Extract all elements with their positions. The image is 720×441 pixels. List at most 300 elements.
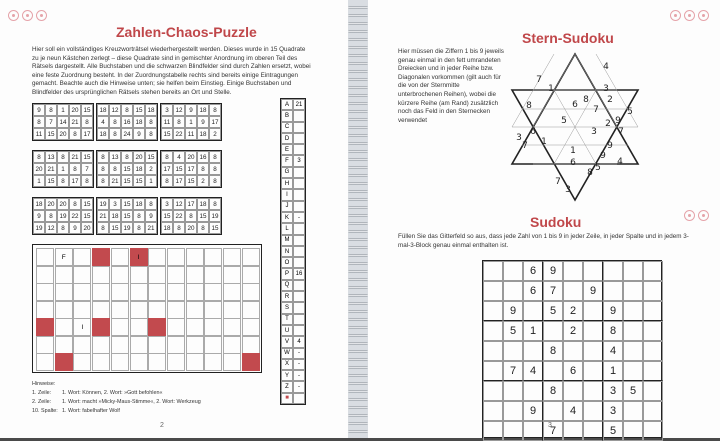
sudoku-cell[interactable] [643, 281, 663, 301]
binding-ring [348, 430, 368, 433]
sudoku-cell[interactable]: 6 [523, 261, 543, 281]
puzzle-cell[interactable] [73, 336, 91, 354]
table-letter: A [281, 99, 293, 110]
sudoku-cell[interactable] [583, 321, 603, 341]
puzzle-cell[interactable] [186, 301, 204, 319]
table-letter: C [281, 122, 293, 133]
flower-icon [22, 10, 33, 21]
puzzle-cell[interactable] [73, 301, 91, 319]
puzzle-cell[interactable] [167, 248, 185, 266]
puzzle-cell[interactable] [186, 336, 204, 354]
puzzle-cell[interactable] [73, 353, 91, 371]
sudoku-cell[interactable] [563, 381, 583, 401]
sudoku-cell[interactable]: 6 [563, 361, 583, 381]
sudoku-cell[interactable]: 5 [623, 381, 643, 401]
sudoku-cell[interactable]: 8 [543, 381, 563, 401]
puzzle-cell[interactable] [92, 266, 110, 284]
sudoku-cell[interactable] [643, 301, 663, 321]
puzzle-cell[interactable] [55, 266, 73, 284]
table-value[interactable] [293, 178, 305, 189]
sudoku-cell[interactable]: 9 [583, 281, 603, 301]
sudoku-cell[interactable] [543, 401, 563, 421]
table-value[interactable]: 4 [293, 336, 305, 347]
number-cell: 16 [197, 151, 209, 163]
number-block [96, 197, 158, 235]
sudoku-cell[interactable] [483, 401, 503, 421]
puzzle-cell[interactable] [204, 283, 222, 301]
page-title: Zahlen-Chaos-Puzzle [116, 24, 257, 40]
number-cell: 1 [57, 163, 69, 175]
puzzle-cell[interactable] [167, 301, 185, 319]
sudoku-cell[interactable] [503, 281, 523, 301]
sudoku-cell[interactable] [623, 261, 643, 281]
binding-ring [348, 398, 368, 401]
puzzle-cell[interactable] [55, 353, 73, 371]
number-cell: 8 [97, 222, 109, 234]
table-value[interactable] [293, 122, 305, 133]
sudoku-cell[interactable]: 7 [543, 421, 563, 441]
puzzle-cell[interactable] [167, 353, 185, 371]
table-value[interactable]: - [293, 370, 305, 381]
puzzle-cell[interactable] [242, 266, 260, 284]
hint-text: 1. Wort: Können, 2. Wort: »Gott befohlen« [62, 390, 163, 396]
sudoku-cell[interactable] [583, 341, 603, 361]
number-cell: 15 [81, 198, 93, 210]
number-cell: 9 [33, 104, 45, 116]
page-number: 3 [548, 422, 552, 429]
number-cell: 24 [121, 128, 133, 140]
number-cell: 21 [69, 151, 81, 163]
puzzle-cell[interactable] [242, 283, 260, 301]
table-value[interactable] [293, 133, 305, 144]
number-cell: 1 [185, 116, 197, 128]
sudoku-cell[interactable] [643, 421, 663, 441]
sudoku-cell[interactable]: 5 [543, 301, 563, 321]
star-sudoku-title: Stern-Sudoku [522, 30, 614, 46]
binding-ring [348, 326, 368, 329]
binding-ring [348, 318, 368, 321]
sudoku-cell[interactable]: 2 [563, 301, 583, 321]
sudoku-cell[interactable] [563, 261, 583, 281]
table-letter: D [281, 133, 293, 144]
number-cell: 15 [81, 151, 93, 163]
puzzle-cell[interactable] [92, 353, 110, 371]
sudoku-cell[interactable] [583, 421, 603, 441]
sudoku-cell[interactable] [483, 261, 503, 281]
puzzle-cell[interactable] [111, 336, 129, 354]
number-cell: 12 [109, 104, 121, 116]
number-cell: 21 [45, 163, 57, 175]
sudoku-cell[interactable] [623, 401, 643, 421]
sudoku-cell[interactable]: 3 [603, 381, 623, 401]
sudoku-cell[interactable]: 1 [523, 321, 543, 341]
star-number: 3 [591, 127, 597, 137]
puzzle-cell[interactable] [242, 353, 260, 371]
sudoku-cell[interactable] [603, 281, 623, 301]
puzzle-cell[interactable] [92, 283, 110, 301]
number-block [32, 150, 94, 188]
number-cell: 21 [69, 116, 81, 128]
sudoku-cell[interactable] [643, 321, 663, 341]
sudoku-cell[interactable] [623, 421, 643, 441]
sudoku-cell[interactable]: 1 [603, 361, 623, 381]
puzzle-cell[interactable] [36, 266, 54, 284]
binding-ring [348, 158, 368, 161]
puzzle-cell[interactable] [111, 353, 129, 371]
number-block [96, 150, 158, 188]
puzzle-cell[interactable] [111, 301, 129, 319]
binding-ring [348, 374, 368, 377]
number-cell: 9 [69, 222, 81, 234]
table-letter: U [281, 325, 293, 336]
sudoku-cell[interactable] [583, 261, 603, 281]
puzzle-cell[interactable] [204, 318, 222, 336]
table-value[interactable] [293, 314, 305, 325]
sudoku-cell[interactable]: 5 [603, 421, 623, 441]
star-number: 1 [548, 84, 554, 94]
flower-icon [684, 210, 695, 221]
puzzle-cell[interactable] [36, 353, 54, 371]
sudoku-cell[interactable]: 9 [543, 261, 563, 281]
puzzle-cell[interactable] [130, 301, 148, 319]
sudoku-cell[interactable]: 8 [543, 341, 563, 361]
sudoku-cell[interactable] [563, 341, 583, 361]
table-value[interactable] [293, 246, 305, 257]
binding-ring [348, 46, 368, 49]
table-value[interactable] [293, 189, 305, 200]
flower-icon [670, 10, 681, 21]
sudoku-cell[interactable]: 8 [603, 321, 623, 341]
binding-ring [348, 286, 368, 289]
table-letter: F [281, 155, 293, 166]
number-cell: 9 [33, 210, 45, 222]
sudoku-cell[interactable]: 4 [603, 341, 623, 361]
binding-ring [348, 118, 368, 121]
sudoku-cell[interactable]: 9 [603, 301, 623, 321]
number-cell: 9 [133, 128, 145, 140]
sudoku-cell[interactable] [623, 361, 643, 381]
number-cell: 17 [185, 163, 197, 175]
table-value[interactable] [293, 235, 305, 246]
table-value[interactable] [293, 393, 305, 404]
hint-label: 1. Zeile: [32, 390, 52, 396]
puzzle-cell[interactable] [204, 353, 222, 371]
number-cell: 15 [45, 175, 57, 187]
puzzle-cell[interactable] [204, 301, 222, 319]
sudoku-cell[interactable] [503, 421, 523, 441]
puzzle-cell[interactable] [242, 301, 260, 319]
sudoku-cell[interactable] [563, 421, 583, 441]
puzzle-cell[interactable]: I [130, 248, 148, 266]
puzzle-cell[interactable] [55, 336, 73, 354]
sudoku-cell[interactable] [623, 281, 643, 301]
puzzle-cell[interactable] [130, 266, 148, 284]
sudoku-cell[interactable]: 4 [523, 361, 543, 381]
number-cell: 19 [209, 210, 221, 222]
binding-ring [348, 62, 368, 65]
sudoku-cell[interactable] [483, 321, 503, 341]
number-cell: 8 [133, 222, 145, 234]
table-value[interactable] [293, 167, 305, 178]
puzzle-cell[interactable] [167, 283, 185, 301]
sudoku-cell[interactable] [483, 361, 503, 381]
number-block [32, 197, 94, 235]
number-cell: 15 [109, 222, 121, 234]
puzzle-cell[interactable] [186, 266, 204, 284]
number-cell: 8 [57, 175, 69, 187]
sudoku-cell[interactable] [503, 341, 523, 361]
puzzle-cell[interactable] [73, 266, 91, 284]
flower-icon [36, 10, 47, 21]
number-cell: 8 [173, 222, 185, 234]
number-cell: 21 [145, 222, 157, 234]
sudoku-cell[interactable]: 3 [603, 401, 623, 421]
star-number: 4 [617, 157, 623, 167]
sudoku-cell[interactable] [623, 301, 643, 321]
number-cell: 15 [133, 104, 145, 116]
puzzle-cell[interactable]: F [55, 248, 73, 266]
star-number: 2 [607, 95, 613, 105]
table-value[interactable] [293, 302, 305, 313]
sudoku-cell[interactable] [643, 341, 663, 361]
sudoku-cell[interactable] [523, 301, 543, 321]
sudoku-cell[interactable] [643, 381, 663, 401]
sudoku-cell[interactable] [583, 301, 603, 321]
binding-ring [348, 6, 368, 9]
number-cell: 11 [185, 128, 197, 140]
table-letter: Q [281, 280, 293, 291]
puzzle-cell[interactable] [167, 266, 185, 284]
number-cell: 18 [197, 104, 209, 116]
number-cell: 1 [33, 175, 45, 187]
flower-icon [8, 10, 19, 21]
star-number: 7 [522, 141, 528, 151]
puzzle-cell[interactable] [55, 318, 73, 336]
number-cell: 8 [97, 175, 109, 187]
sudoku-cell[interactable] [523, 381, 543, 401]
puzzle-cell[interactable] [242, 318, 260, 336]
binding-ring [348, 22, 368, 25]
number-cell: 8 [209, 163, 221, 175]
sudoku-cell[interactable] [643, 261, 663, 281]
sudoku-cell[interactable] [483, 301, 503, 321]
sudoku-cell[interactable]: 9 [523, 401, 543, 421]
number-cell: 8 [185, 210, 197, 222]
puzzle-cell[interactable] [130, 353, 148, 371]
puzzle-cell[interactable] [73, 248, 91, 266]
puzzle-cell[interactable] [111, 318, 129, 336]
puzzle-cell[interactable] [242, 336, 260, 354]
puzzle-cell[interactable] [111, 248, 129, 266]
sudoku-cell[interactable]: 4 [563, 401, 583, 421]
number-cell: 15 [121, 210, 133, 222]
puzzle-cell[interactable] [111, 283, 129, 301]
puzzle-cell[interactable] [36, 318, 54, 336]
puzzle-cell[interactable] [186, 283, 204, 301]
binding-ring [348, 230, 368, 233]
table-value[interactable]: 21 [293, 99, 305, 110]
puzzle-cell[interactable] [204, 336, 222, 354]
sudoku-cell[interactable] [563, 281, 583, 301]
table-value[interactable]: 16 [293, 268, 305, 279]
table-value[interactable] [293, 144, 305, 155]
number-cell: 20 [45, 198, 57, 210]
hint-label: 10. Spalte: [32, 408, 58, 415]
puzzle-cell[interactable] [167, 318, 185, 336]
binding-ring [348, 102, 368, 105]
sudoku-cell[interactable]: 7 [543, 281, 563, 301]
number-cell: 8 [97, 151, 109, 163]
binding-ring [348, 134, 368, 137]
number-cell: 8 [161, 151, 173, 163]
puzzle-cell[interactable] [186, 318, 204, 336]
number-cell: 18 [97, 104, 109, 116]
sudoku-cell[interactable] [583, 361, 603, 381]
table-value[interactable]: - [293, 212, 305, 223]
number-cell: 17 [209, 116, 221, 128]
puzzle-cell[interactable] [55, 301, 73, 319]
star-number: 7 [536, 75, 542, 85]
puzzle-cell[interactable] [223, 318, 241, 336]
puzzle-cell[interactable] [148, 283, 166, 301]
number-cell: 1 [57, 104, 69, 116]
puzzle-cell[interactable] [73, 283, 91, 301]
table-letter: R [281, 291, 293, 302]
number-cell: 2 [197, 175, 209, 187]
puzzle-cell[interactable] [36, 248, 54, 266]
sudoku-cell[interactable] [503, 401, 523, 421]
puzzle-cell[interactable] [148, 248, 166, 266]
sudoku-cell[interactable] [623, 341, 643, 361]
table-value[interactable] [293, 223, 305, 234]
number-cell: 18 [109, 210, 121, 222]
puzzle-cell[interactable] [55, 283, 73, 301]
puzzle-cell[interactable] [130, 318, 148, 336]
sudoku-cell[interactable] [603, 261, 623, 281]
number-cell: 17 [69, 175, 81, 187]
sudoku-cell[interactable] [523, 421, 543, 441]
puzzle-cell[interactable] [148, 266, 166, 284]
sudoku-cell[interactable] [543, 361, 563, 381]
binding-ring [348, 254, 368, 257]
binding-ring [348, 198, 368, 201]
sudoku-cell[interactable]: 2 [563, 321, 583, 341]
sudoku-cell[interactable]: 7 [503, 361, 523, 381]
puzzle-cell[interactable] [148, 318, 166, 336]
table-value[interactable]: - [293, 348, 305, 359]
number-cell: 22 [173, 128, 185, 140]
puzzle-cell[interactable] [148, 336, 166, 354]
table-letter: H [281, 178, 293, 189]
table-value[interactable] [293, 201, 305, 212]
sudoku-cell[interactable] [503, 261, 523, 281]
number-cell: 8 [197, 222, 209, 234]
table-value[interactable] [293, 110, 305, 121]
puzzle-cell[interactable] [92, 318, 110, 336]
number-cell: 8 [133, 210, 145, 222]
number-cell: 3 [161, 198, 173, 210]
puzzle-cell[interactable] [223, 353, 241, 371]
sudoku-cell[interactable] [483, 421, 503, 441]
sudoku-cell[interactable]: 5 [503, 321, 523, 341]
puzzle-cell[interactable] [36, 336, 54, 354]
sudoku-cell[interactable] [583, 381, 603, 401]
table-value[interactable]: 3 [293, 155, 305, 166]
sudoku-cell[interactable] [483, 281, 503, 301]
puzzle-cell[interactable] [223, 248, 241, 266]
number-cell: 8 [145, 116, 157, 128]
puzzle-cell[interactable] [92, 301, 110, 319]
star-number: 9 [615, 116, 621, 126]
flower-icon [684, 10, 695, 21]
puzzle-cell[interactable] [36, 283, 54, 301]
table-value[interactable] [293, 291, 305, 302]
flower-icon [698, 10, 709, 21]
sudoku-cell[interactable] [643, 361, 663, 381]
sudoku-cell[interactable]: 6 [523, 281, 543, 301]
number-cell: 8 [145, 198, 157, 210]
puzzle-cell[interactable]: I [73, 318, 91, 336]
number-cell: 15 [145, 151, 157, 163]
table-letter: B [281, 110, 293, 121]
puzzle-cell[interactable] [148, 353, 166, 371]
puzzle-cell[interactable] [186, 248, 204, 266]
puzzle-cell[interactable] [92, 336, 110, 354]
table-value[interactable] [293, 257, 305, 268]
table-value[interactable] [293, 280, 305, 291]
table-value[interactable] [293, 325, 305, 336]
puzzle-cell[interactable] [36, 301, 54, 319]
puzzle-cell[interactable] [130, 336, 148, 354]
sudoku-cell[interactable] [523, 341, 543, 361]
sudoku-cell[interactable] [643, 401, 663, 421]
puzzle-cell[interactable] [223, 301, 241, 319]
sudoku-cell[interactable] [483, 341, 503, 361]
number-cell: 8 [97, 163, 109, 175]
puzzle-cell[interactable] [242, 248, 260, 266]
sudoku-cell[interactable] [503, 381, 523, 401]
sudoku-cell[interactable] [543, 321, 563, 341]
sudoku-cell[interactable] [483, 381, 503, 401]
puzzle-cell[interactable] [186, 353, 204, 371]
table-letter: X [281, 359, 293, 370]
sudoku-cell[interactable]: 9 [503, 301, 523, 321]
puzzle-cell[interactable] [223, 266, 241, 284]
table-value[interactable]: - [293, 359, 305, 370]
puzzle-cell[interactable] [204, 266, 222, 284]
sudoku-grid [482, 260, 662, 438]
table-letter: G [281, 167, 293, 178]
puzzle-cell[interactable] [148, 301, 166, 319]
number-cell: 9 [185, 104, 197, 116]
puzzle-cell[interactable] [167, 336, 185, 354]
sudoku-cell[interactable] [623, 321, 643, 341]
puzzle-cell[interactable] [223, 283, 241, 301]
puzzle-cell[interactable] [204, 248, 222, 266]
number-cell: 8 [69, 163, 81, 175]
number-cell: 20 [33, 163, 45, 175]
binding-ring [348, 350, 368, 353]
binding-ring [348, 70, 368, 73]
number-cell: 4 [97, 116, 109, 128]
puzzle-cell[interactable] [130, 283, 148, 301]
puzzle-cell[interactable] [111, 266, 129, 284]
puzzle-cell[interactable] [223, 336, 241, 354]
table-value[interactable]: - [293, 381, 305, 392]
sudoku-cell[interactable] [583, 401, 603, 421]
puzzle-cell[interactable] [92, 248, 110, 266]
number-cell: 20 [81, 222, 93, 234]
